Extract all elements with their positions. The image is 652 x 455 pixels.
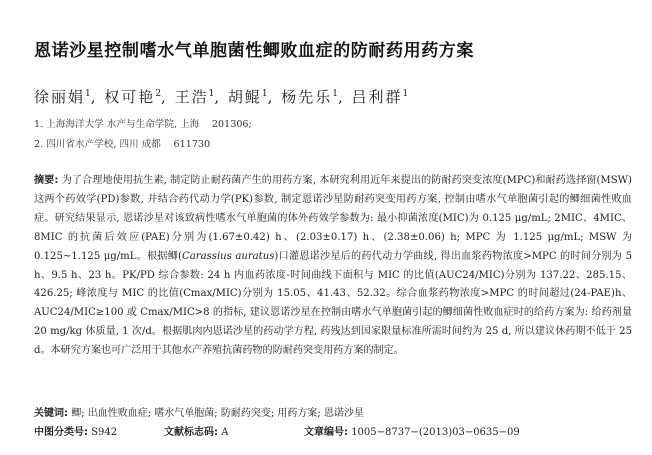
author: 权可艳: [104, 88, 156, 106]
author: 王浩: [174, 88, 209, 106]
abstract-label: 摘要:: [34, 175, 59, 186]
author: 胡鲲: [227, 88, 262, 106]
author-affil-mark: 1: [208, 89, 215, 99]
paper-title: 恩诺沙星控制嗜水气单胞菌性鲫败血症的防耐药用药方案: [34, 41, 474, 61]
abstract: [34, 172, 632, 361]
keywords: [34, 404, 364, 419]
author-affil-mark: 2: [155, 89, 162, 99]
doc-code-value: A: [221, 427, 229, 438]
document-code: [164, 423, 228, 438]
affiliation-1: 1. 上海海洋大学 水产与生命学院, 上海 201306;: [34, 119, 252, 130]
author: 徐丽娟: [34, 88, 86, 106]
author-affil-mark: 1: [402, 89, 409, 99]
article-number-value: 1005−8737−(2013)03−0635−09: [351, 427, 520, 438]
clc-label: 中图分类号:: [34, 427, 88, 438]
doc-code-label: 文献标志码:: [164, 427, 218, 438]
article-number: [304, 423, 520, 438]
keywords-text: 鲫; 出血性败血症; 嗜水气单胞菌; 防耐药突变; 用药方案; 恩诺沙星: [71, 408, 364, 419]
abstract-text-part-1: 为了合理地使用抗生素, 制定防止耐药菌产生的用药方案, 本研究利用近年来提出的防耐药突变浓度(MPC)和耐药选择窗(MSW)这两个药效学(PD)参数, 并结合药代动力学(PK)参数, 制定恩诺沙星防耐药突变用药方案, 控制由嗜水气单胞菌引起的鲫细菌性败血症。研究结果显示, 恩诺沙星对该致病性嗜水气单胞菌的体外药效学参数为: 最小抑菌浓度(MIC)为 0.125 μg/mL; 2MIC、4MIC、8MIC 的抗菌后效应(PAE)分别为(1.67±0.42) h、(2.03±0.17) h、(2.38±0.06) h; MPC 为 1.125 μg/mL; MSW 为 0.125~1.125 μg/mL。根据鲫(: [34, 175, 632, 262]
author: 吕利群: [351, 88, 403, 106]
author-affil-mark: 1: [332, 89, 338, 99]
abstract-text-part-2: )口灌恩诺沙星后的药代动力学曲线, 得出血浆药物浓度>MPC 的时间分别为 5 h、9.5 h、23 h。PK/PD 综合参数: 24 h 内血药浓度-时间曲线下面积与 MIC 的比值(AUC24/MIC)分别为 137.22、285.15、426.25; 峰浓度与 MIC 的比值(Cmax/MIC)分别为 15.05、41.43、52.32。综合血浆药物浓度>MPC 的时间超过(24-PAE)h、AUC24/MIC≥100 或 Cmax/MIC>8 的指标, 建议恩诺沙星在控制由嗜水气单胞菌引起的鲫细菌性败血症时的给药方案为: 给药剂量 20 mg/kg 体质量, 1 次/d。根据肌肉内恩诺沙星的药动学方程, 药残达到国家限量标准所需时间约为 25 d, 所以建议休药期不低于 25 d。本研究方案也可广泛用于其他水产养殖抗菌药物的防耐药突变用药方案的制定。: [34, 250, 633, 357]
species-name: Carassius auratus: [182, 250, 275, 262]
keywords-label: 关键词:: [34, 408, 68, 419]
author-affil-mark: 1: [261, 89, 268, 99]
affiliation-2: 2. 四川省水产学校, 四川 成都 611730: [34, 139, 211, 150]
author-affil-mark: 1: [85, 89, 91, 99]
article-number-label: 文章编号:: [304, 427, 348, 438]
clc-value: S942: [91, 427, 118, 438]
author-list: 徐丽娟$^1$, 权可艳$^2$, 王浩$^1$, 胡鲲$^1$, 杨先乐$^1$, 吕利群$^1$: [34, 88, 409, 106]
author: 杨先乐: [281, 88, 333, 106]
clc-number: [34, 423, 117, 438]
